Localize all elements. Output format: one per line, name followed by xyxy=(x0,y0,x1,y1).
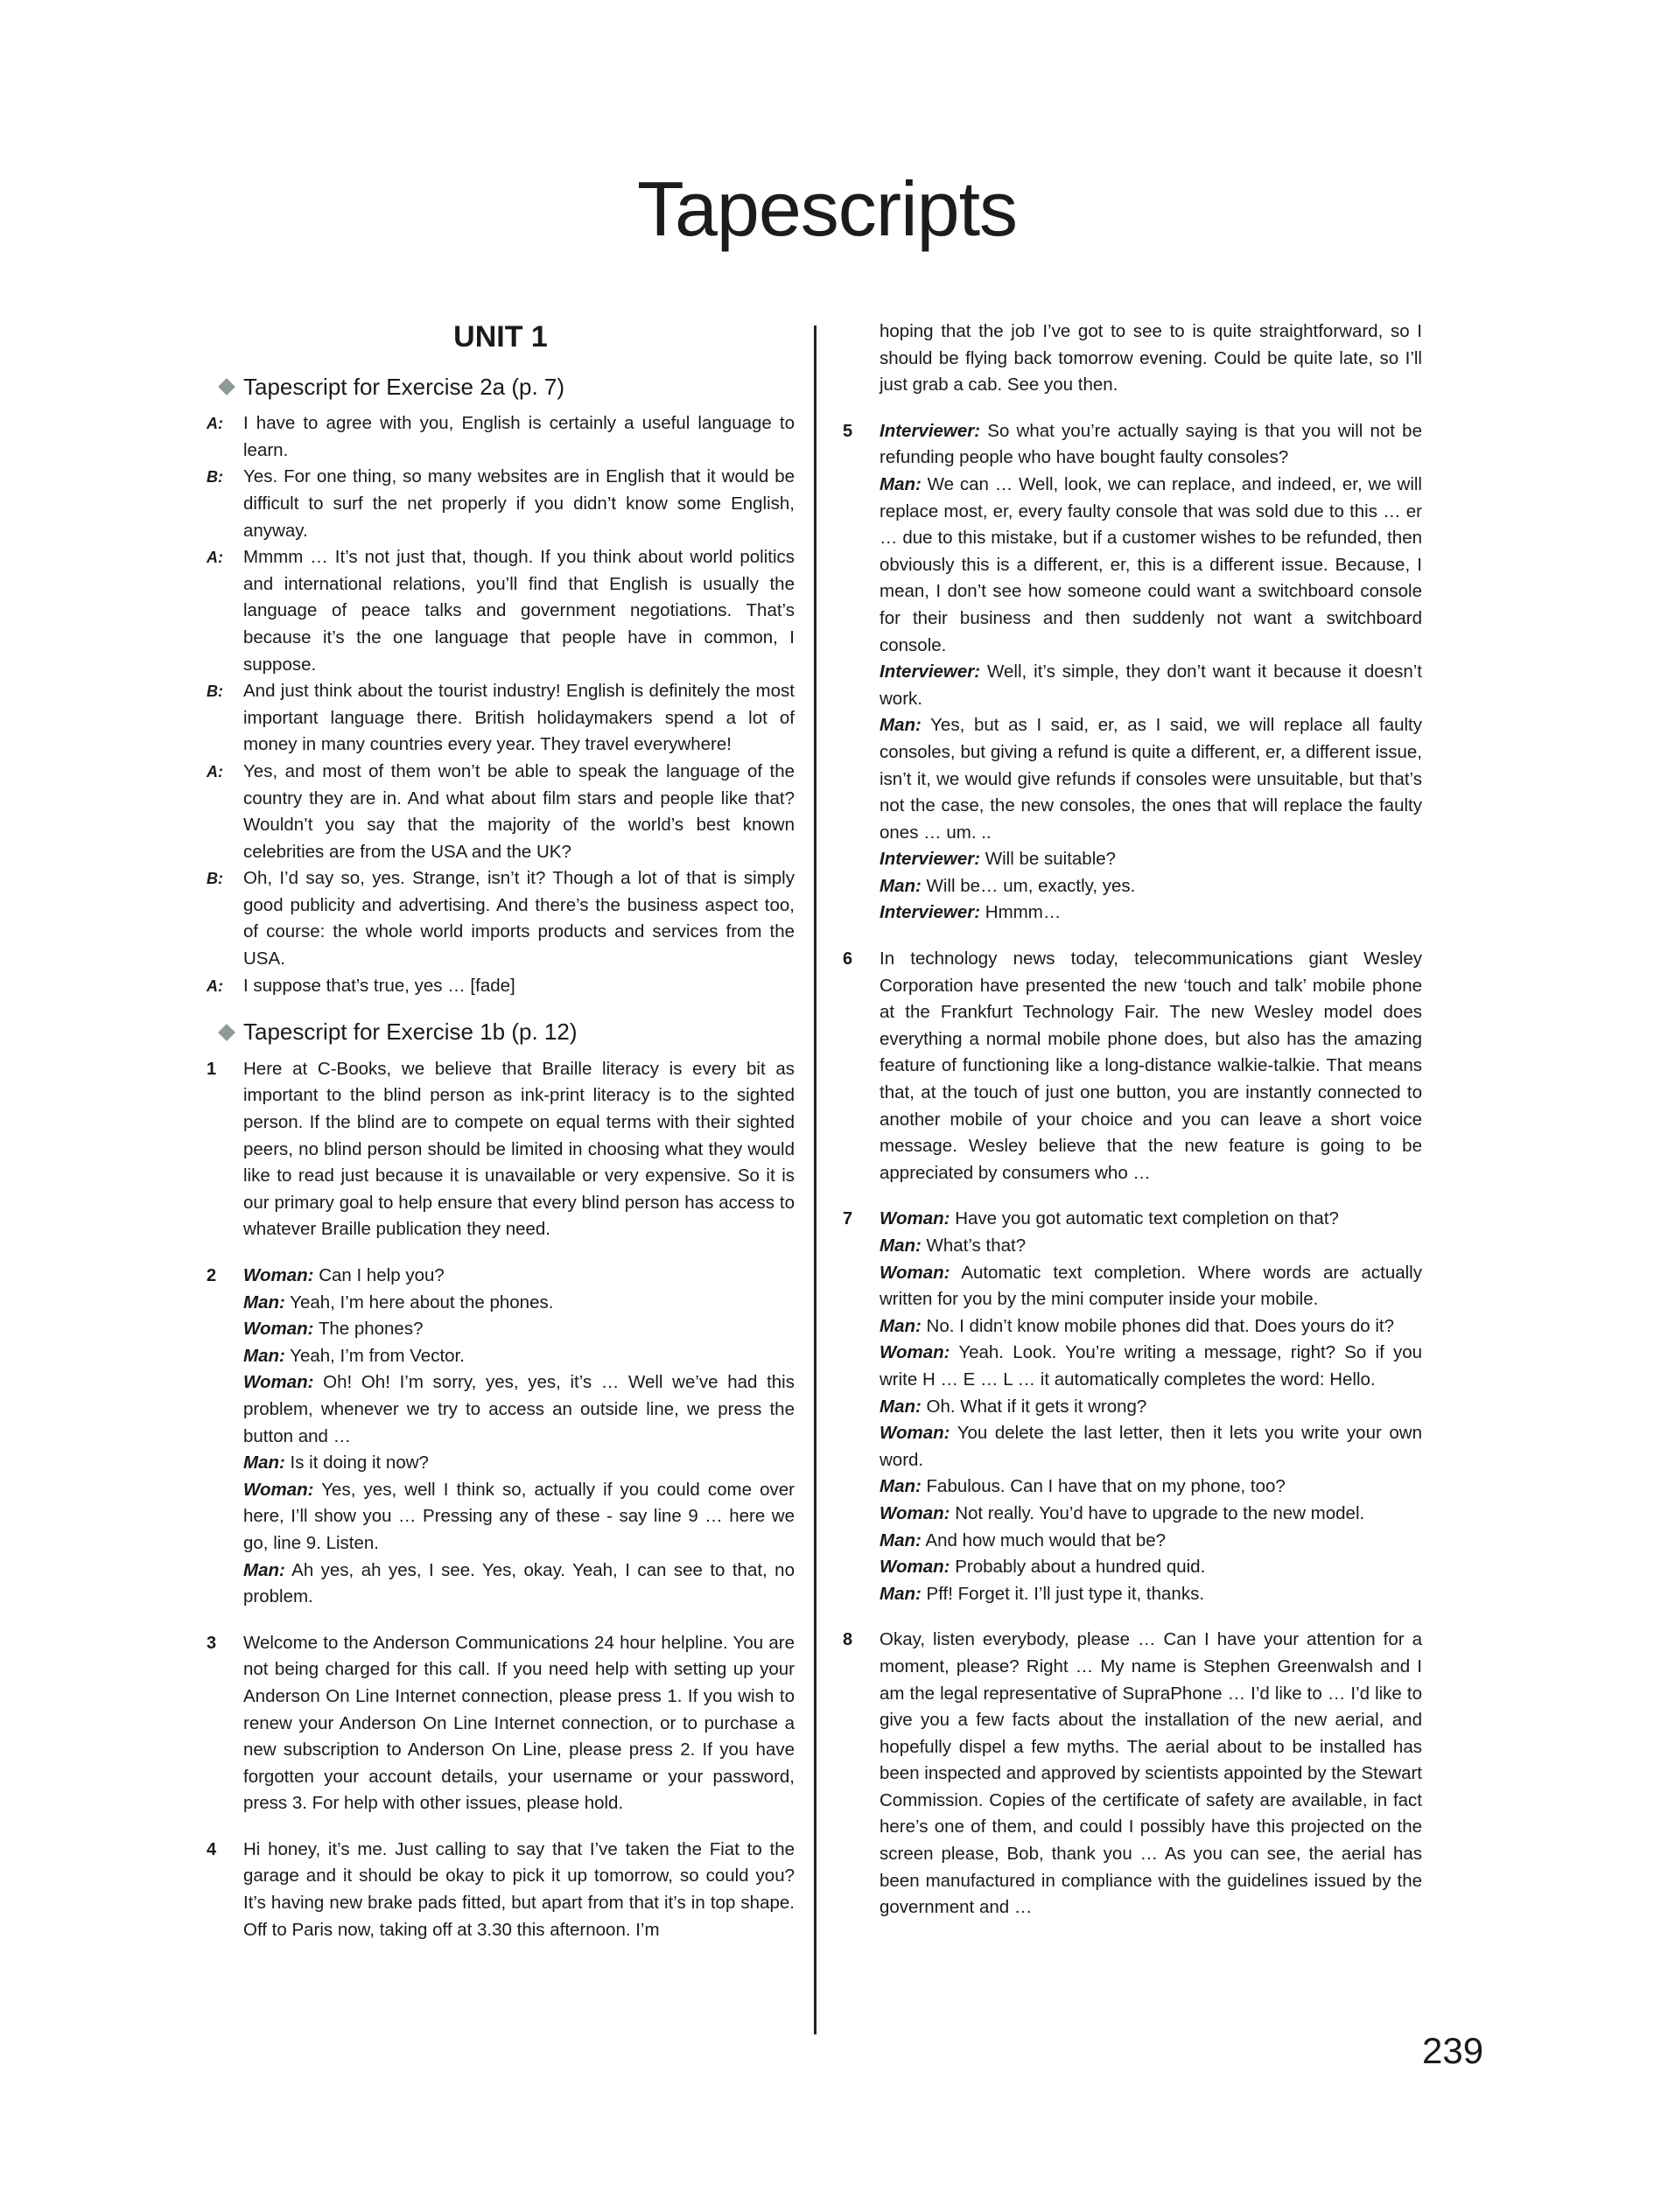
dialogue-text: Well, it’s simple, they don’t want it because it doesn’t work. xyxy=(880,662,1422,709)
item-4-continued xyxy=(843,318,1422,399)
dialogue-line xyxy=(207,464,795,544)
speaker-label: Woman: xyxy=(880,1502,950,1523)
item-number: 6 xyxy=(843,949,853,970)
speaker-label: Man: xyxy=(880,1583,922,1604)
page-number: 239 xyxy=(1422,2030,1484,2071)
dialogue-ab xyxy=(207,410,795,999)
dialogue-line xyxy=(880,472,1422,659)
unit-heading: UNIT 1 xyxy=(453,320,548,354)
item-text: hoping that the job I’ve got to see to is quite straightforward, so I should be flying back tomorrow evening. Could be quite late, so I’ll just grab a cab. See you then. xyxy=(880,321,1422,396)
dialogue-line xyxy=(880,659,1422,712)
left-column xyxy=(207,318,795,1943)
dialogue-text: Oh. What if it gets it wrong? xyxy=(926,1396,1147,1417)
dialogue-line xyxy=(207,865,795,972)
section-heading-1 xyxy=(217,374,795,401)
item-text: In technology news today, telecommunications giant Wesley Corporation have presented the new ‘touch and talk’ mobile phone at the Frankfurt Technology Fair. The new Wesley model does everything a normal mobile phone does, but also has the amazing feature of functioning like a long-distance walkie-talkie. That means that, at the touch of just one button, you are instantly connected to another mobile of your choice and you can leave a short voice message. Wesley believe that the new feature is going to be appreciated by consumers who … xyxy=(880,948,1422,1183)
item-number: 2 xyxy=(207,1266,217,1285)
speaker-label: Interviewer: xyxy=(880,662,981,682)
page-title: Tapescripts xyxy=(636,165,1018,252)
dialogue-line xyxy=(243,1558,795,1611)
speaker-label: Interviewer: xyxy=(880,902,981,923)
item-4 xyxy=(207,1837,795,1943)
right-column xyxy=(843,318,1422,1941)
speaker-label: Man: xyxy=(880,715,922,736)
speaker-label: Man: xyxy=(243,1559,285,1580)
speaker-label: Man: xyxy=(243,1345,285,1366)
item-6 xyxy=(843,946,1422,1186)
dialogue-text: Fabulous. Can I have that on my phone, too? xyxy=(926,1476,1286,1497)
speaker-label: B: xyxy=(207,468,223,486)
item-text: Hi honey, it’s me. Just calling to say that I’ve taken the Fiat to the garage and it should be okay to pick it up tomorrow, so could you? It’s having new brake pads fitted, but apart from that it’s in top shape. Off to Paris now, taking off at 3.30 this afternoon. I’m xyxy=(243,1838,795,1940)
item-number: 3 xyxy=(207,1633,217,1653)
speaker-label: Interviewer: xyxy=(880,420,981,441)
item-dialogue xyxy=(880,1206,1422,1607)
item-3 xyxy=(207,1630,795,1817)
item-text: Here at C-Books, we believe that Braille literacy is every bit as important to the blind person as ink-print literacy is to the sighted person. If the blind are to compete on equal terms with their sighted peers, no blind person should be limited in choosing what they would like to read just because it is unavailable or very expensive. So it is our primary goal to help ensure that every blind person has access to whatever Braille publication they need. xyxy=(243,1058,795,1240)
speaker-label: Woman: xyxy=(880,1342,950,1363)
dialogue-line xyxy=(243,1477,795,1558)
item-number: 8 xyxy=(843,1630,853,1650)
dialogue-line xyxy=(880,1528,1422,1555)
speaker-label: Woman: xyxy=(243,1319,314,1340)
item-dialogue xyxy=(880,418,1422,927)
dialogue-line xyxy=(243,1290,795,1317)
speaker-label: Man: xyxy=(880,1396,922,1417)
dialogue-text: Not really. You’d have to upgrade to the new model. xyxy=(955,1502,1365,1523)
speaker-label: Interviewer: xyxy=(880,849,981,870)
dialogue-text: So what you’re actually saying is that you will not be refunding people who have bought faulty consoles? xyxy=(880,420,1422,468)
dialogue-line xyxy=(243,1450,795,1477)
speaker-label: Woman: xyxy=(880,1423,950,1444)
item-number: 7 xyxy=(843,1209,853,1229)
dialogue-text: Yes. For one thing, so many websites are in English that it would be difficult to surf the net properly if you didn’t know some English, anyway. xyxy=(243,466,795,541)
dialogue-text: Can I help you? xyxy=(319,1265,445,1285)
dialogue-text: Yeah. Look. You’re writing a message, right? So if you write H … E … L … it automatically completes the word: Hello. xyxy=(880,1342,1423,1390)
item-text: Okay, listen everybody, please … Can I have your attention for a moment, please? Right … My name is Stephen Greenwalsh and I am the legal representative of SupraPhone … I’d like to … I’d like to give you a few facts about the installation of the new aerial, and hopefully dispel a few myths. The aerial about to be installed has been inspected and approved by scientists appointed by the Stewart Commission. Copies of the certificate of safety are available, in fact here’s one of them, and could I possibly have this projected on the screen please, Bob, thank you … As you can see, the aerial has been manufactured in compliance with the guidelines issued by the government and … xyxy=(880,1629,1422,1918)
section-heading-label: Tapescript for Exercise 1b (p. 12) xyxy=(243,1018,578,1046)
dialogue-line xyxy=(880,1233,1422,1260)
dialogue-line xyxy=(880,900,1422,927)
dialogue-line xyxy=(880,1501,1422,1528)
dialogue-line xyxy=(880,418,1422,472)
dialogue-text: I have to agree with you, English is certainly a useful language to learn. xyxy=(243,413,795,460)
dialogue-line xyxy=(880,1554,1422,1581)
dialogue-line xyxy=(880,1260,1422,1313)
dialogue-text: No. I didn’t know mobile phones did that. Does yours do it? xyxy=(926,1315,1394,1336)
item-dialogue xyxy=(243,1263,795,1611)
dialogue-line xyxy=(207,678,795,759)
dialogue-text: Yes, and most of them won’t be able to speak the language of the country they are in. And what about film stars and people like that? Wouldn’t you say that the majority of the world’s best known celebrities are from the USA and the UK? xyxy=(243,760,795,862)
speaker-label: Man: xyxy=(880,473,922,494)
dialogue-text: Ah yes, ah yes, I see. Yes, okay. Yeah, I can see to that, no problem. xyxy=(243,1559,795,1607)
dialogue-text: And how much would that be? xyxy=(925,1530,1167,1550)
dialogue-line xyxy=(880,1474,1422,1501)
dialogue-text: The phones? xyxy=(318,1319,424,1340)
item-8 xyxy=(843,1627,1422,1922)
speaker-label: Woman: xyxy=(243,1372,314,1393)
dialogue-line xyxy=(880,1340,1422,1393)
dialogue-line xyxy=(880,712,1422,846)
item-number: 5 xyxy=(843,421,853,441)
dialogue-line xyxy=(207,973,795,1000)
speaker-label: Man: xyxy=(880,1315,922,1336)
speaker-label: Man: xyxy=(880,875,922,896)
section-heading-label: Tapescript for Exercise 2a (p. 7) xyxy=(243,373,565,400)
dialogue-line xyxy=(207,410,795,464)
dialogue-line xyxy=(243,1369,795,1450)
item-7 xyxy=(843,1206,1422,1607)
speaker-label: Woman: xyxy=(880,1557,950,1578)
item-number: 4 xyxy=(207,1839,217,1859)
dialogue-line xyxy=(243,1343,795,1370)
dialogue-line xyxy=(243,1316,795,1343)
speaker-label: Man: xyxy=(243,1452,285,1474)
item-2 xyxy=(207,1263,795,1611)
dialogue-text: And just think about the tourist industry! English is definitely the most important language there. British holidaymakers spend a lot of money in many countries every year. They travel everywhere! xyxy=(243,681,795,755)
column-divider xyxy=(814,326,816,2034)
dialogue-line xyxy=(880,873,1422,900)
dialogue-text: Probably about a hundred quid. xyxy=(955,1557,1206,1578)
speaker-label: Man: xyxy=(243,1292,285,1312)
item-number: 1 xyxy=(207,1059,217,1079)
dialogue-line xyxy=(880,1313,1422,1340)
dialogue-text: Hmmm… xyxy=(985,902,1062,923)
speaker-label: Woman: xyxy=(243,1479,314,1500)
dialogue-text: Yeah, I’m from Vector. xyxy=(290,1345,465,1366)
dialogue-text: Oh, I’d say so, yes. Strange, isn’t it? Though a lot of that is simply good publicity and advertising. And there’s the business aspect too, of course: the whole world imports products and services from the USA. xyxy=(243,868,795,970)
speaker-label: A: xyxy=(207,549,223,567)
dialogue-text: Pff! Forget it. I’ll just type it, thanks. xyxy=(926,1583,1205,1604)
dialogue-line xyxy=(880,1394,1422,1421)
dialogue-text: Will be… um, exactly, yes. xyxy=(926,875,1136,896)
item-1 xyxy=(207,1056,795,1243)
dialogue-text: You delete the last letter, then it lets you write your own word. xyxy=(880,1423,1422,1470)
item-5 xyxy=(843,418,1422,927)
diamond-bullet-icon xyxy=(218,378,235,396)
dialogue-line xyxy=(207,544,795,678)
dialogue-line xyxy=(243,1263,795,1290)
speaker-label: A: xyxy=(207,976,223,995)
speaker-label: Man: xyxy=(880,1236,922,1256)
item-text: Welcome to the Anderson Communications 24 hour helpline. You are not being charged for this call. If you need help with setting up your Anderson On Line Internet connection, please press 1. If you wish to renew your Anderson On Line Internet connection, or to purchase a new subscription to Anderson On Line, please press 2. If you have forgotten your account details, your username or your password, press 3. For help with other issues, please hold. xyxy=(243,1632,795,1814)
speaker-label: Woman: xyxy=(243,1265,314,1285)
dialogue-text: Automatic text completion. Where words are actually written for you by the mini computer inside your mobile. xyxy=(880,1262,1422,1310)
dialogue-text: We can … Well, look, we can replace, and indeed, er, we will replace most, er, every faulty console that was sold due to this … er … due to this mistake, but if a customer wishes to be refunded, then obviously this is a different, er, this is a different issue. Because, I mean, I don’t see how someone could want a switchboard console for their business and then suddenly not want a switchboard console. xyxy=(880,473,1422,655)
dialogue-text: Have you got automatic text completion on that? xyxy=(955,1208,1339,1229)
dialogue-text: Yeah, I’m here about the phones. xyxy=(290,1292,554,1312)
speaker-label: Man: xyxy=(880,1530,922,1550)
dialogue-text: Yes, but as I said, er, as I said, we will replace all faulty consoles, but giving a refund is quite a different, er, a different issue, isn’t it, we would give refunds if consoles were unsuitable, but that’s not the case, the new consoles, the ones that will replace the faulty ones … um. .. xyxy=(880,715,1423,843)
dialogue-text: Will be suitable? xyxy=(985,849,1117,870)
dialogue-line xyxy=(880,1581,1422,1608)
speaker-label: A: xyxy=(207,762,223,780)
dialogue-text: Yes, yes, well I think so, actually if you could come over here, I’ll show you … Pressing any of these - say line 9 … here we go, line 9. Listen. xyxy=(243,1479,795,1553)
dialogue-text: Is it doing it now? xyxy=(290,1452,429,1474)
section-heading-2 xyxy=(217,1018,795,1046)
dialogue-text: Oh! Oh! I’m sorry, yes, yes, it’s … Well we’ve had this problem, whenever we try to access an outside line, we press the button and … xyxy=(243,1372,795,1446)
speaker-label: Woman: xyxy=(880,1208,950,1229)
dialogue-text: What’s that? xyxy=(926,1236,1027,1256)
dialogue-line xyxy=(880,846,1422,873)
dialogue-text: I suppose that’s true, yes … [fade] xyxy=(243,975,515,996)
dialogue-line xyxy=(880,1420,1422,1474)
dialogue-text: Mmmm … It’s not just that, though. If you think about world politics and international relations, you’ll find that English is usually the language of peace talks and government negotiations. That’s because it’s the one language that people have in common, I suppose. xyxy=(243,547,795,675)
dialogue-line xyxy=(880,1206,1422,1233)
speaker-label: B: xyxy=(207,870,223,888)
speaker-label: Man: xyxy=(880,1476,922,1497)
speaker-label: Woman: xyxy=(880,1262,950,1283)
speaker-label: B: xyxy=(207,682,223,701)
speaker-label: A: xyxy=(207,415,223,433)
diamond-bullet-icon xyxy=(218,1024,235,1041)
dialogue-line xyxy=(207,759,795,865)
